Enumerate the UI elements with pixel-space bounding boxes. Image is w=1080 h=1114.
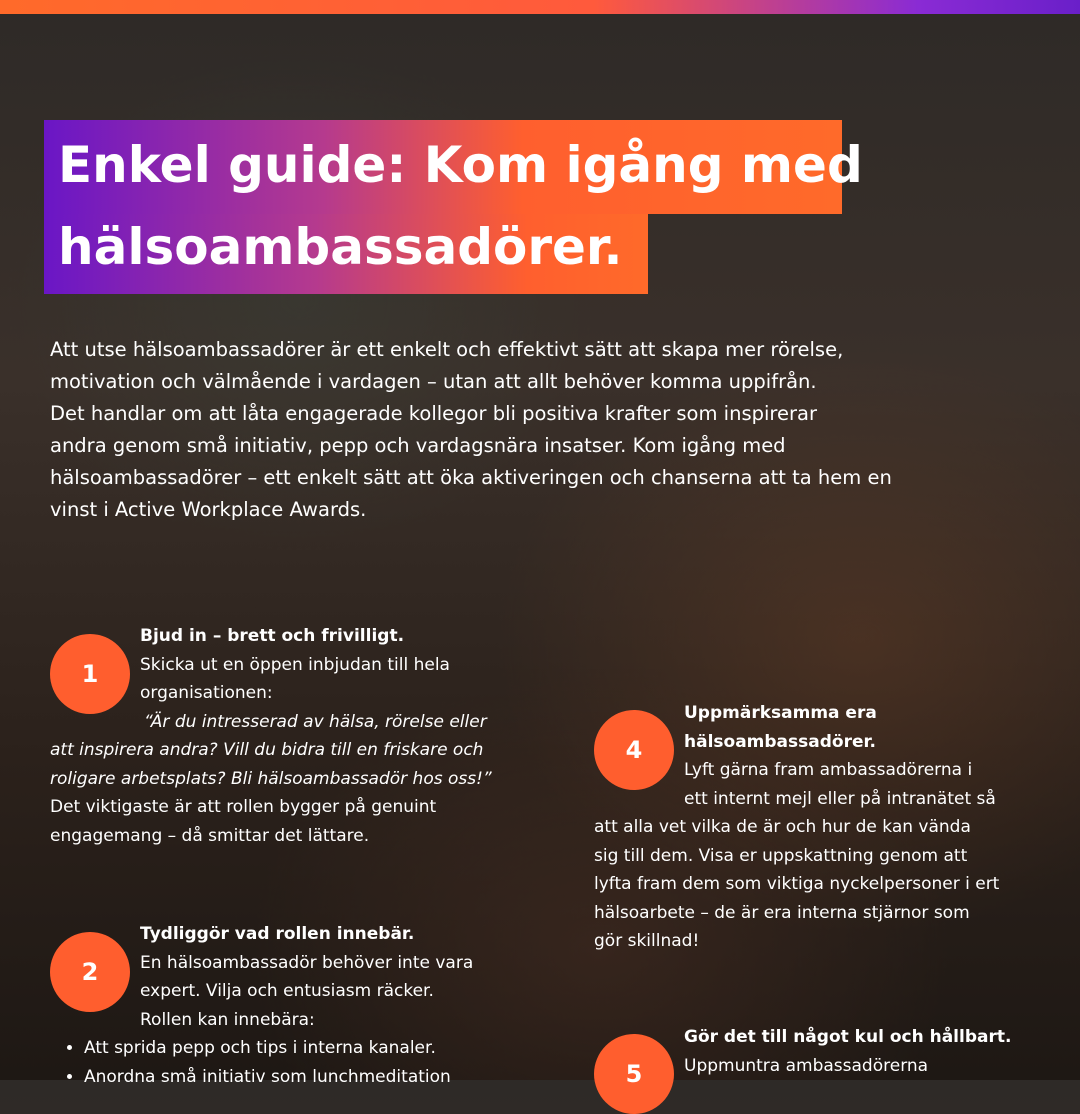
- step-4-text: att alla vet vilka de är och hur de kan vända: [594, 817, 971, 837]
- intro-line: Det handlar om att låta engagerade kollegor bli positiva krafter som inspirerar: [50, 402, 817, 425]
- step-2-bullet-list: [50, 1034, 570, 1091]
- step-4-text: ett internt mejl eller på intranätet så: [684, 788, 996, 809]
- intro-line: andra genom små initiativ, pepp och vardagsnära insatser. Kom igång med: [50, 434, 786, 457]
- step-4-text: Lyft gärna fram ambassadörerna i: [684, 760, 973, 780]
- step-1-text: Det viktigaste är att rollen bygger på genuint: [50, 797, 437, 817]
- step-5-number-badge: 5: [594, 1034, 674, 1114]
- intro-line: vinst i Active Workplace Awards.: [50, 498, 367, 521]
- top-accent-bar: [0, 0, 1080, 14]
- list-item: • Anordna små initiativ som lunchmeditation: [84, 1063, 570, 1092]
- step-1-text: organisationen:: [140, 683, 273, 703]
- step-5-block: [594, 1023, 1054, 1080]
- step-2-heading: Tydliggör vad rollen innebär.: [140, 924, 415, 944]
- step-1-number-badge: 1: [50, 634, 130, 714]
- step-2-block: [50, 920, 570, 1091]
- step-1-quote: att inspirera andra? Vill du bidra till en friskare och: [50, 740, 484, 760]
- step-2-number-badge: 2: [50, 932, 130, 1012]
- page-title-line-1: Enkel guide: Kom igång med: [44, 120, 842, 214]
- step-4-heading: Uppmärksamma era: [684, 703, 877, 723]
- step-5-text: Uppmuntra ambassadörerna: [684, 1055, 929, 1076]
- step-2-text: expert. Vilja och entusiasm räcker.: [140, 981, 434, 1001]
- step-5-heading: Gör det till något kul och hållbart.: [684, 1027, 1012, 1047]
- intro-line: hälsoambassadörer – ett enkelt sätt att öka aktiveringen och chanserna att ta hem en: [50, 466, 892, 489]
- step-1-quote: roligare arbetsplats? Bli hälsoambassadör hos oss!”: [50, 768, 492, 789]
- step-4-block: [594, 699, 1054, 956]
- step-1-block: [50, 622, 570, 850]
- step-1-text: Skicka ut en öppen inbjudan till hela: [140, 654, 450, 675]
- step-1-quote: “Är du intresserad av hälsa, rörelse eller: [144, 711, 487, 732]
- list-item: • Att sprida pepp och tips i interna kanaler.: [84, 1034, 570, 1063]
- step-2-text: En hälsoambassadör behöver inte vara: [140, 952, 474, 973]
- intro-paragraph: [50, 334, 1050, 526]
- step-4-text: hälsoarbete – de är era interna stjärnor som: [594, 902, 970, 923]
- step-2-text: Rollen kan innebära:: [140, 1009, 315, 1030]
- page-title-line-2: hälsoambassadörer.: [44, 214, 648, 294]
- step-4-text: gör skillnad!: [594, 931, 700, 951]
- step-4-number-badge: 4: [594, 710, 674, 790]
- step-1-text: engagemang – då smittar det lättare.: [50, 825, 370, 846]
- step-4-text: lyfta fram dem som viktiga nyckelpersoner i ert: [594, 874, 1000, 894]
- step-4-heading: hälsoambassadörer.: [684, 731, 876, 752]
- intro-line: motivation och välmående i vardagen – utan att allt behöver komma uppifrån.: [50, 370, 817, 393]
- step-1-heading: Bjud in – brett och frivilligt.: [140, 626, 405, 646]
- step-4-text: sig till dem. Visa er uppskattning genom att: [594, 845, 968, 866]
- intro-line: Att utse hälsoambassadörer är ett enkelt och effektivt sätt att skapa mer rörelse,: [50, 338, 844, 361]
